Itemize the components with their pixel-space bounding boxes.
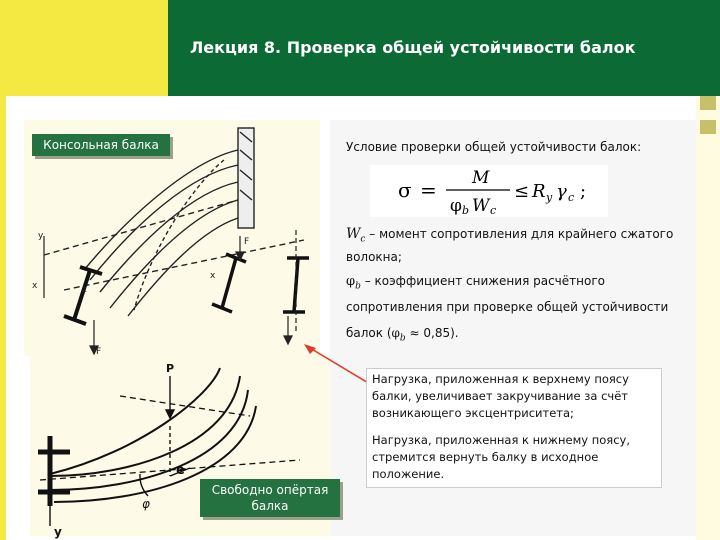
formula-sigma: σ <box>398 178 412 202</box>
condition-heading: Условие проверки общей устойчивости балок: <box>346 140 642 154</box>
axis-label-y-bottom: y <box>54 525 62 539</box>
axis-label-z: z <box>82 285 87 295</box>
eccentricity-label-e: e <box>176 463 185 478</box>
note1-line: Нагрузка, приложенная к верхнему поясу <box>372 372 629 386</box>
formula-phi: φ <box>450 196 462 216</box>
note1-line: возникающего эксцентриситета; <box>372 406 574 420</box>
note-lower-flange <box>372 432 630 483</box>
phi-symbol: φ <box>346 274 356 289</box>
axis-label-x: x <box>32 281 38 291</box>
i-section-support <box>38 436 70 506</box>
formula-phi-sub: b <box>462 204 470 217</box>
beam-web-edge <box>100 182 238 292</box>
formula-semicolon: ; <box>580 181 587 202</box>
decor-square <box>700 120 716 134</box>
title-accent-block <box>0 0 168 96</box>
note2-line: стремится вернуть балку в исходное <box>372 450 599 464</box>
force-label-f2: F <box>244 237 250 247</box>
right-decor-strip <box>696 96 720 540</box>
i-section-rotated <box>212 254 309 312</box>
phi-line3-sub: b <box>399 333 406 344</box>
cantilever-beam-label: Консольная балка <box>32 134 170 156</box>
formula-w-sub: c <box>490 204 497 217</box>
slide-title: Лекция 8. Проверка общей устойчивости балок <box>190 38 636 57</box>
wc-text: – момент сопротивления для крайнего сжатого <box>365 227 674 241</box>
phi-line3-suffix: ≈ 0,85). <box>405 326 459 340</box>
wc-symbol: W <box>346 226 361 242</box>
wc-definition-line1 <box>346 226 673 244</box>
phi-subscript: b <box>355 281 361 292</box>
force-label-f: F <box>96 347 102 357</box>
formula-equals: = <box>420 178 437 202</box>
pointer-arrow <box>296 340 376 390</box>
axis-label-y: y <box>38 231 44 241</box>
beam-curve-top <box>50 376 240 476</box>
formula-r-sub: y <box>546 191 553 204</box>
phi-text: – коэффициент снижения расчётного <box>360 274 605 288</box>
formula-numerator: M <box>472 168 490 188</box>
simple-beam-label-line2: балка <box>251 499 289 513</box>
formula-r: R <box>532 181 546 202</box>
simple-beam-label <box>200 479 340 517</box>
angle-label-phi: φ <box>142 497 150 511</box>
note-upper-flange <box>372 371 629 422</box>
note1-line: балки, увеличивает закручивание за счёт <box>372 389 628 403</box>
stability-formula <box>380 165 608 217</box>
formula-gamma-sub: c <box>568 191 575 204</box>
wc-definition-line2: волокна; <box>346 250 402 264</box>
axis-label-x2: x <box>210 271 216 281</box>
wall-support <box>238 128 254 228</box>
formula-w: W <box>472 196 490 216</box>
phi-definition-line2: сопротивления при проверке общей устойчивости <box>346 300 669 314</box>
phi-line3-prefix: балок ( <box>346 326 392 340</box>
cantilever-beam-drawing <box>24 120 324 360</box>
i-section-main <box>64 267 102 324</box>
simple-beam-label-line1: Свободно опёртая <box>211 483 329 497</box>
wc-subscript: c <box>360 234 366 245</box>
phi-definition-line1 <box>346 274 605 291</box>
load-label-p: P <box>166 362 175 375</box>
note2-line: Нагрузка, приложенная к нижнему поясу, <box>372 433 630 447</box>
formula-leq: ≤ <box>514 181 530 202</box>
formula-gamma: γ <box>556 181 567 202</box>
phi-line3-phi: φ <box>391 326 400 340</box>
note2-line: положение. <box>372 467 445 481</box>
decor-square <box>700 96 716 110</box>
